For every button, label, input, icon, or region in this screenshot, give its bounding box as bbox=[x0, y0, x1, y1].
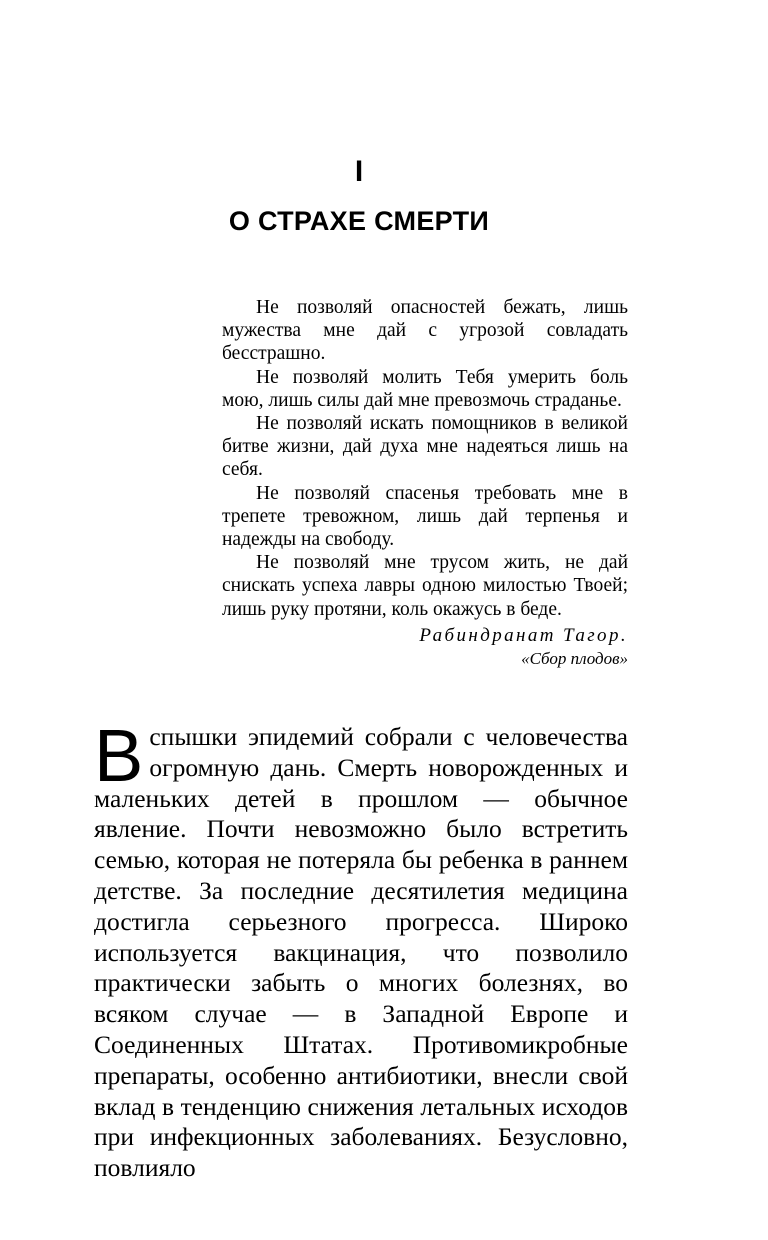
body-text: спышки эпидемий собрали с человечества огромную дань. Смерть новорожденных и маленьких детей в прошлом — обычное явление. Почти невозможно было встретить семью, которая не потеряла бы ребенка в раннем детстве. За последние десятилетия медицина достигла серьезного прогресса. Широко используется вакцинация, что позволило практически забыть о многих болезнях, во всяком случае — в Западной Европе и Соединенных Штатах. Противомикробные препараты, особенно антибиотики, внесли свой вклад в тенденцию снижения летальных исходов при инфекционных заболеваниях. Безусловно, повлияло bbox=[94, 722, 628, 1183]
epigraph-stanza: Не позволяй спасенья требовать мне в трепете тревожном, лишь дай терпенья и надежды на свободу. bbox=[222, 482, 628, 551]
epigraph-stanza: Не позволяй мне трусом жить, не дай снискать успеха лавры одною милостью Твоей; лишь руку протяни, коль окажусь в беде. bbox=[222, 552, 628, 620]
drop-cap: В bbox=[94, 714, 144, 797]
chapter-title: О СТРАХЕ СМЕРТИ bbox=[228, 206, 490, 236]
body-paragraph bbox=[94, 714, 628, 1184]
epigraph-work: «Сбор плодов» bbox=[521, 648, 628, 668]
chapter-number: I bbox=[354, 155, 364, 188]
epigraph-stanza: Не позволяй искать помощников в великой битве жизни, дай духа мне надеяться лишь на себя. bbox=[222, 413, 628, 481]
epigraph bbox=[222, 296, 628, 670]
epigraph-author: Рабиндранат Тагор. bbox=[419, 624, 628, 646]
epigraph-stanza: Не позволяй опасностей бежать, лишь мужества мне дай с угрозой совладать бесстрашно. bbox=[222, 297, 628, 365]
epigraph-stanza: Не позволяй молить Тебя умерить боль мою, лишь силы дай мне превозмочь страданье. bbox=[222, 366, 628, 411]
